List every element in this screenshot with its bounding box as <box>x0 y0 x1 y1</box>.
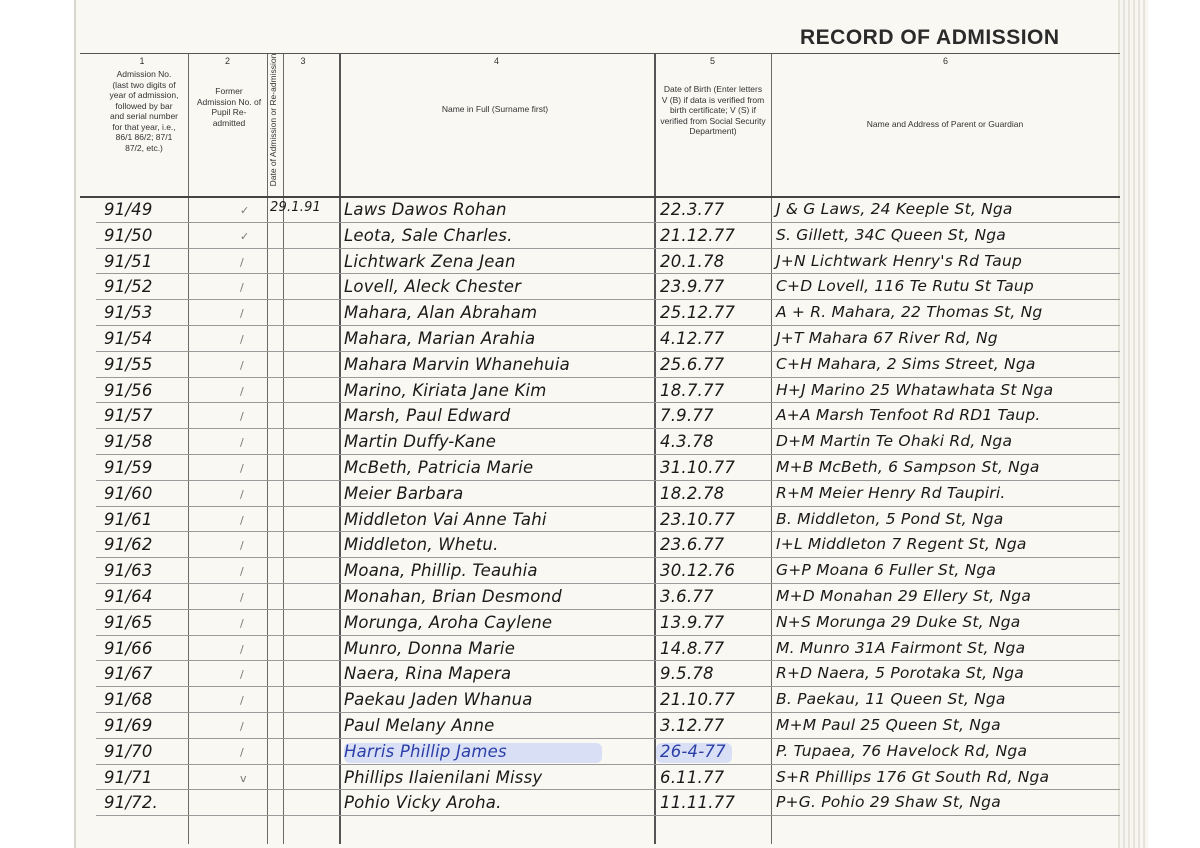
column-number: 5 <box>709 56 715 66</box>
page-title: RECORD OF ADMISSION <box>800 26 1060 49</box>
row-rule <box>96 454 1120 455</box>
check-mark: ✓ <box>240 204 250 217</box>
date-of-birth: 21.12.77 <box>660 225 736 245</box>
parent-name-address: B. Paekau, 11 Queen St, Nga <box>776 690 1006 709</box>
pupil-name: Pohio Vicky Aroha. <box>344 793 502 813</box>
date-of-birth: 31.10.77 <box>660 458 736 477</box>
date-of-birth: 25.12.77 <box>660 303 736 323</box>
pupil-name: Mahara Marvin Whanehuia <box>344 354 570 374</box>
row-rule <box>96 738 1120 739</box>
check-mark: / <box>240 384 244 398</box>
parent-name-address: C+H Mahara, 2 Sims Street, Nga <box>776 354 1036 373</box>
date-of-birth: 23.9.77 <box>660 277 725 297</box>
pupil-name: Mahara, Marian Arahia <box>344 329 536 348</box>
admission-number: 91/56 <box>104 380 153 400</box>
header-date-of-birth: Date of Birth (Enter letters V (B) if data is verified from birth certificate; V (S) if verified from Social Security Department) <box>660 84 766 136</box>
row-rule <box>96 557 1120 558</box>
check-mark: / <box>240 410 244 424</box>
pupil-name: Marino, Kiriata Jane Kim <box>344 380 547 400</box>
row-rule <box>96 660 1120 661</box>
pupil-name: Meier Barbara <box>344 483 464 503</box>
pupil-name: Laws Dawos Rohan <box>344 200 507 219</box>
parent-name-address: H+J Marino 25 Whatawhata St Nga <box>776 380 1054 399</box>
header-name-in-full: Name in Full (Surname first) <box>441 104 549 114</box>
date-of-birth: 3.6.77 <box>660 587 714 606</box>
date-of-birth: 18.2.78 <box>660 483 725 503</box>
check-mark: / <box>240 513 244 527</box>
date-of-birth: 23.10.77 <box>660 509 736 529</box>
check-mark: / <box>240 745 244 759</box>
row-rule <box>96 712 1120 713</box>
parent-name-address: R+M Meier Henry Rd Taupiri. <box>776 483 1006 502</box>
pupil-name: Naera, Rina Mapera <box>344 664 512 684</box>
admission-number: 91/59 <box>104 458 153 477</box>
column-number: 6 <box>942 56 948 66</box>
row-rule <box>96 325 1120 326</box>
column-divider <box>339 53 341 844</box>
pupil-name: Harris Phillip James <box>344 741 507 761</box>
admission-number: 91/53 <box>104 303 153 323</box>
column-number: 2 <box>224 56 230 66</box>
row-rule <box>96 609 1120 610</box>
admission-number: 91/69 <box>104 716 153 735</box>
admission-number: 91/63 <box>104 561 153 581</box>
row-rule <box>96 248 1120 249</box>
check-mark: / <box>240 307 244 321</box>
pupil-name: Marsh, Paul Edward <box>344 406 511 426</box>
parent-name-address: A+A Marsh Tenfoot Rd RD1 Taup. <box>776 406 1041 425</box>
parent-name-address: C+D Lovell, 116 Te Rutu St Taup <box>776 277 1034 296</box>
parent-name-address: J+N Lichtwark Henry's Rd Taup <box>776 251 1023 270</box>
admission-number: 91/57 <box>104 406 153 426</box>
row-rule <box>96 351 1120 352</box>
parent-name-address: S+R Phillips 176 Gt South Rd, Nga <box>776 767 1050 786</box>
date-of-birth: 30.12.76 <box>660 561 736 581</box>
admission-number: 91/65 <box>104 612 153 632</box>
row-rule <box>96 299 1120 300</box>
date-of-birth: 26-4-77 <box>660 741 726 761</box>
row-rule <box>96 428 1120 429</box>
parent-name-address: J & G Laws, 24 Keeple St, Nga <box>776 200 1013 218</box>
check-mark: / <box>240 720 244 733</box>
parent-name-address: N+S Morunga 29 Duke St, Nga <box>776 612 1021 631</box>
admission-number: 91/61 <box>104 509 153 529</box>
pupil-name: Munro, Donna Marie <box>344 638 516 658</box>
date-of-birth: 25.6.77 <box>660 354 725 374</box>
admission-number: 91/55 <box>104 354 153 374</box>
check-mark: / <box>240 487 244 501</box>
check-mark: / <box>240 694 244 708</box>
check-mark: / <box>240 333 244 346</box>
column-divider <box>654 53 656 844</box>
date-of-birth: 4.12.77 <box>660 329 725 348</box>
column-number: 3 <box>300 56 306 66</box>
check-mark: / <box>240 462 244 475</box>
admission-number: 91/67 <box>104 664 153 684</box>
pupil-name: Morunga, Aroha Caylene <box>344 612 553 632</box>
admission-number: 91/70 <box>104 741 153 761</box>
admission-number: 91/50 <box>104 225 153 245</box>
header-date-of-admission: Date of Admission or Re-admission <box>268 53 278 187</box>
admission-date: 29.1.91 <box>270 200 322 215</box>
check-mark: v <box>240 771 247 785</box>
check-mark: / <box>240 591 244 604</box>
admission-number: 91/58 <box>104 432 153 452</box>
check-mark: / <box>240 255 244 269</box>
date-of-birth: 6.11.77 <box>660 767 725 787</box>
parent-name-address: R+D Naera, 5 Porotaka St, Nga <box>776 664 1024 683</box>
pupil-name: Lovell, Aleck Chester <box>344 277 522 297</box>
admission-number: 91/71 <box>104 767 153 787</box>
parent-name-address: M. Munro 31A Fairmont St, Nga <box>776 638 1026 657</box>
check-mark: / <box>240 358 244 372</box>
date-of-birth: 4.3.78 <box>660 432 714 452</box>
row-rule <box>96 635 1120 636</box>
row-rule <box>96 686 1120 687</box>
row-rule <box>96 480 1120 481</box>
date-of-birth: 18.7.77 <box>660 380 725 400</box>
pupil-name: Middleton, Whetu. <box>344 535 499 555</box>
admission-number: 91/68 <box>104 690 153 710</box>
pupil-name: Moana, Phillip. Teauhia <box>344 561 538 581</box>
pupil-name: Mahara, Alan Abraham <box>344 303 538 323</box>
admission-number: 91/51 <box>104 251 153 271</box>
admission-number: 91/60 <box>104 483 153 503</box>
pupil-name: Middleton Vai Anne Tahi <box>344 509 547 529</box>
date-of-birth: 21.10.77 <box>660 690 736 710</box>
row-rule <box>96 377 1120 378</box>
column-divider <box>283 53 284 844</box>
parent-name-address: P+G. Pohio 29 Shaw St, Nga <box>776 793 1001 812</box>
header-bottom-rule <box>80 196 1120 198</box>
pupil-name: Leota, Sale Charles. <box>344 225 513 245</box>
admission-number: 91/52 <box>104 277 153 297</box>
admission-number: 91/66 <box>104 638 153 658</box>
parent-name-address: I+L Middleton 7 Regent St, Nga <box>776 535 1027 554</box>
date-of-birth: 3.12.77 <box>660 716 725 735</box>
check-mark: / <box>240 539 244 553</box>
admission-number: 91/54 <box>104 329 153 348</box>
admission-number: 91/62 <box>104 535 153 555</box>
check-mark: / <box>240 642 244 656</box>
pupil-name: Paekau Jaden Whanua <box>344 690 533 710</box>
parent-name-address: M+D Monahan 29 Ellery St, Nga <box>776 587 1032 605</box>
date-of-birth: 9.5.78 <box>660 664 714 684</box>
date-of-birth: 14.8.77 <box>660 638 725 658</box>
pupil-name: Lichtwark Zena Jean <box>344 251 516 271</box>
header-parent-guardian: Name and Address of Parent or Guardian <box>866 119 1024 129</box>
parent-name-address: D+M Martin Te Ohaki Rd, Nga <box>776 432 1013 451</box>
row-rule <box>96 815 1120 816</box>
row-rule <box>96 273 1120 274</box>
column-number: 1 <box>139 56 145 66</box>
check-mark: / <box>240 616 244 630</box>
check-mark: / <box>240 565 244 579</box>
admission-number: 91/64 <box>104 587 153 606</box>
parent-name-address: A + R. Mahara, 22 Thomas St, Ng <box>776 303 1043 322</box>
parent-name-address: B. Middleton, 5 Pond St, Nga <box>776 509 1004 528</box>
row-rule <box>96 789 1120 790</box>
admission-number: 91/49 <box>104 200 153 219</box>
pupil-name: Phillips Ilaienilani Missy <box>344 767 543 787</box>
date-of-birth: 22.3.77 <box>660 200 725 219</box>
check-mark: / <box>240 436 244 450</box>
row-rule <box>96 583 1120 584</box>
date-of-birth: 7.9.77 <box>660 406 714 426</box>
page-edges <box>1118 0 1148 848</box>
pupil-name: Martin Duffy-Kane <box>344 432 497 452</box>
row-rule <box>96 764 1120 765</box>
pupil-name: Monahan, Brian Desmond <box>344 587 562 606</box>
header-top-rule <box>80 53 1120 54</box>
check-mark: / <box>240 668 244 682</box>
parent-name-address: S. Gillett, 34C Queen St, Nga <box>776 225 1006 244</box>
row-rule <box>96 402 1120 403</box>
admission-number: 91/72. <box>104 793 158 813</box>
header-admission-no: Admission No. (last two digits of year of admission, followed by bar and serial number for that year, i.e., 86/1 86/2; 87/1 87/2, etc.) <box>109 69 179 153</box>
row-rule <box>96 222 1120 223</box>
check-mark: / <box>240 281 244 295</box>
column-divider <box>771 53 772 844</box>
date-of-birth: 23.6.77 <box>660 535 725 555</box>
column-divider <box>188 53 189 844</box>
check-mark: ✓ <box>240 229 250 243</box>
parent-name-address: M+B McBeth, 6 Sampson St, Nga <box>776 458 1040 476</box>
row-rule <box>96 531 1120 532</box>
date-of-birth: 11.11.77 <box>660 793 736 813</box>
parent-name-address: M+M Paul 25 Queen St, Nga <box>776 716 1001 734</box>
row-rule <box>96 506 1120 507</box>
parent-name-address: J+T Mahara 67 River Rd, Ng <box>776 329 998 347</box>
pupil-name: Paul Melany Anne <box>344 716 495 735</box>
parent-name-address: P. Tupaea, 76 Havelock Rd, Nga <box>776 741 1028 760</box>
pupil-name: McBeth, Patricia Marie <box>344 458 534 477</box>
column-number: 4 <box>493 56 499 66</box>
date-of-birth: 20.1.78 <box>660 251 725 271</box>
header-former-admission: Former Admission No. of Pupil Re-admitted <box>196 86 262 128</box>
parent-name-address: G+P Moana 6 Fuller St, Nga <box>776 561 997 580</box>
date-of-birth: 13.9.77 <box>660 612 725 632</box>
